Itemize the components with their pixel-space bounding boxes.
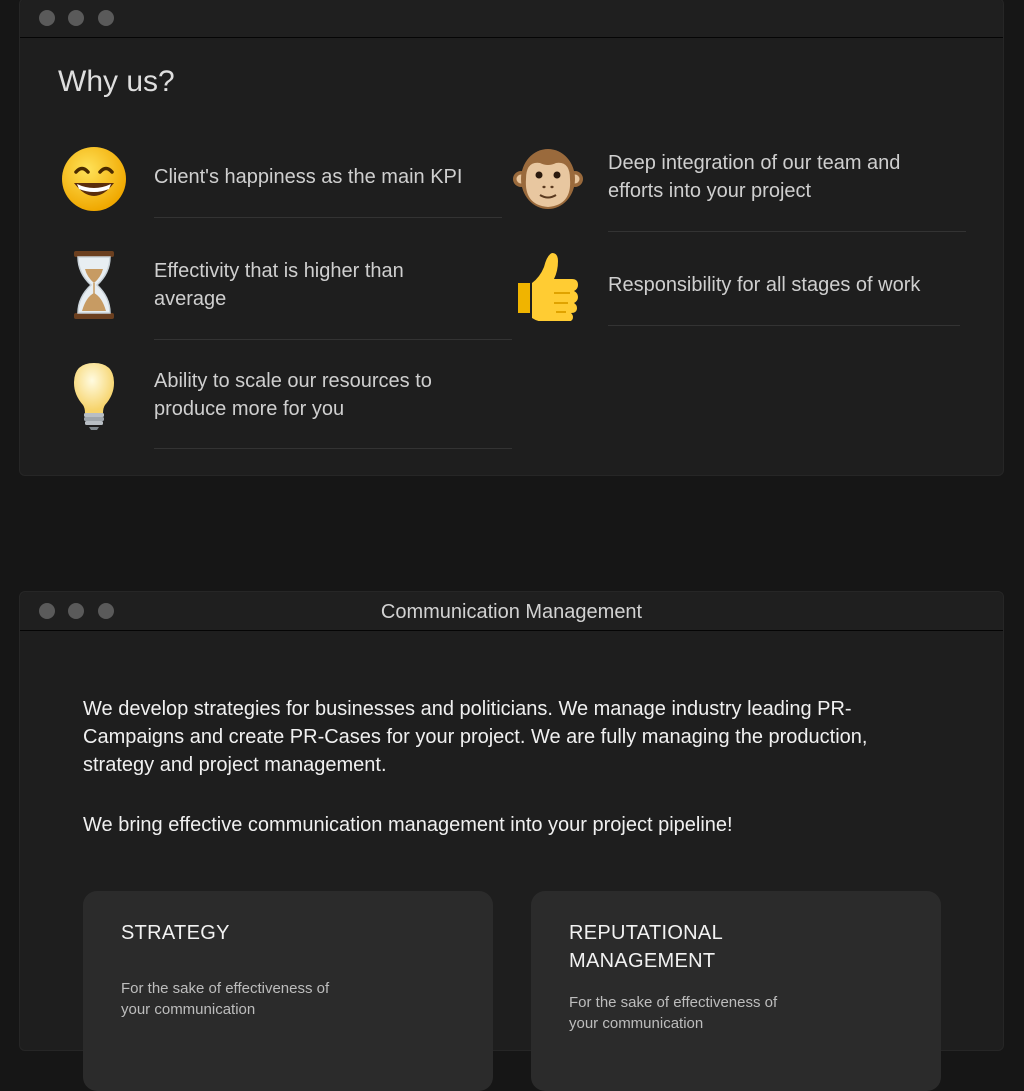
feature-text: Client's happiness as the main KPI <box>154 166 463 188</box>
intro-paragraph: We develop strategies for businesses and politicians. We manage industry leading PR-Campaigns and create PR-Cases for your project. We are fully managing the production, strategy and project management. <box>83 698 868 776</box>
feature-item <box>58 145 518 225</box>
feature-item <box>58 359 518 449</box>
reputational-management-card[interactable] <box>531 891 941 1091</box>
feature-item <box>58 249 518 339</box>
divider <box>608 325 960 326</box>
window-title: Communication Management <box>380 601 643 623</box>
feature-text: Effectivity that is higher than average <box>154 260 404 310</box>
divider <box>154 217 502 218</box>
grinning-face-icon <box>58 145 130 217</box>
light-bulb-icon <box>58 359 130 431</box>
why-us-window <box>19 0 1004 476</box>
divider <box>154 339 512 340</box>
strategy-card[interactable] <box>83 891 493 1091</box>
monkey-face-icon <box>512 145 584 217</box>
card-description: For the sake of effectiveness of your communication <box>569 994 778 1032</box>
hourglass-icon <box>58 249 130 321</box>
divider <box>154 448 512 449</box>
card-title: REPUTATIONAL MANAGEMENT <box>569 922 723 972</box>
thumbs-up-icon <box>512 249 584 321</box>
feature-item <box>512 249 972 329</box>
feature-item <box>512 145 972 241</box>
card-description: For the sake of effectiveness of your communication <box>121 980 330 1018</box>
pipeline-paragraph: We bring effective communication management into your project pipeline! <box>83 814 733 836</box>
window-titlebar <box>20 0 1003 38</box>
minimize-window-dot[interactable] <box>68 10 84 26</box>
feature-text: Deep integration of our team and efforts into your project <box>608 152 901 202</box>
maximize-window-dot[interactable] <box>98 10 114 26</box>
why-us-heading: Why us? <box>58 65 175 98</box>
divider <box>608 231 966 232</box>
communication-management-window <box>19 591 1004 1051</box>
card-title: STRATEGY <box>121 922 230 944</box>
feature-text: Ability to scale our resources to produce more for you <box>154 370 432 420</box>
window-titlebar <box>20 592 1003 631</box>
feature-text: Responsibility for all stages of work <box>608 274 921 296</box>
close-window-dot[interactable] <box>39 10 55 26</box>
